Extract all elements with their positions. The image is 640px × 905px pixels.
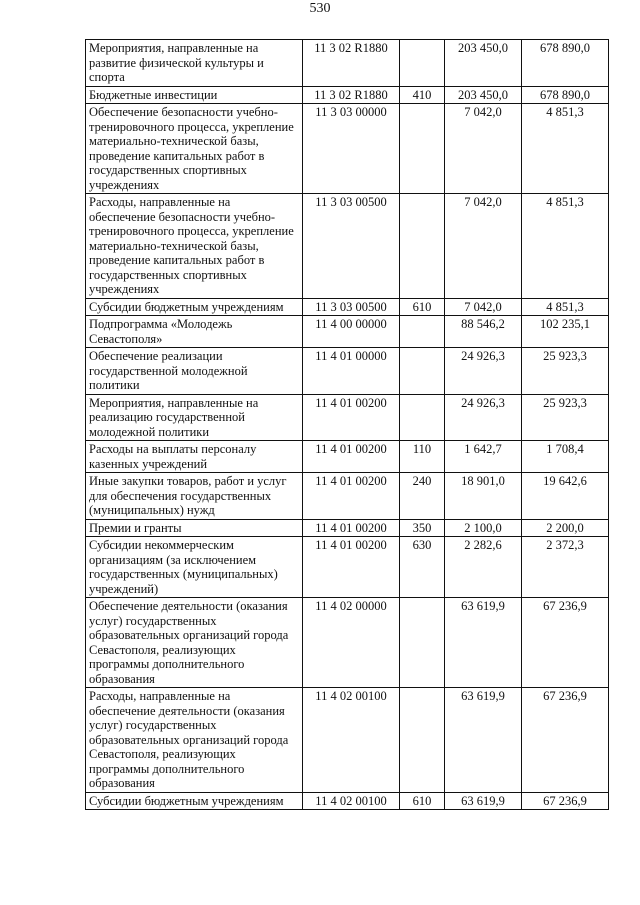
table-row: [86, 348, 609, 395]
row-code-cell: 11 3 03 00500: [303, 194, 400, 299]
table-row: [86, 688, 609, 793]
row-amount-year2-cell: 4 851,3: [522, 104, 609, 194]
row-name-cell: Субсидии бюджетным учреждениям: [86, 792, 303, 810]
row-code-cell: 11 4 02 00100: [303, 688, 400, 793]
row-type-cell: 610: [400, 298, 445, 316]
row-name-cell: Премии и гранты: [86, 519, 303, 537]
row-amount-year2-cell: 4 851,3: [522, 298, 609, 316]
row-type-cell: 630: [400, 537, 445, 598]
row-amount-year1-cell: 63 619,9: [445, 792, 522, 810]
row-type-cell: [400, 348, 445, 395]
row-type-cell: [400, 688, 445, 793]
page-number: 530: [309, 1, 331, 16]
table-row: [86, 598, 609, 688]
row-amount-year1-cell: 18 901,0: [445, 473, 522, 520]
row-amount-year2-cell: 67 236,9: [522, 688, 609, 793]
budget-table-body: [86, 40, 609, 810]
row-type-cell: [400, 394, 445, 441]
row-name-cell: Мероприятия, направленные на развитие физической культуры и спорта: [86, 40, 303, 87]
row-code-cell: 11 4 02 00100: [303, 792, 400, 810]
row-type-cell: [400, 104, 445, 194]
table-row: [86, 394, 609, 441]
row-amount-year2-cell: 4 851,3: [522, 194, 609, 299]
row-amount-year2-cell: 19 642,6: [522, 473, 609, 520]
row-amount-year1-cell: 203 450,0: [445, 40, 522, 87]
row-type-cell: [400, 194, 445, 299]
budget-table: [85, 39, 609, 810]
table-row: [86, 194, 609, 299]
row-amount-year1-cell: 7 042,0: [445, 298, 522, 316]
table-row: [86, 316, 609, 348]
table-row: [86, 792, 609, 810]
row-amount-year2-cell: 1 708,4: [522, 441, 609, 473]
row-amount-year1-cell: 2 100,0: [445, 519, 522, 537]
row-code-cell: 11 4 01 00200: [303, 441, 400, 473]
row-code-cell: 11 4 00 00000: [303, 316, 400, 348]
row-amount-year1-cell: 63 619,9: [445, 598, 522, 688]
row-type-cell: 240: [400, 473, 445, 520]
row-amount-year1-cell: 7 042,0: [445, 194, 522, 299]
row-amount-year1-cell: 24 926,3: [445, 394, 522, 441]
row-name-cell: Обеспечение реализации государственной молодежной политики: [86, 348, 303, 395]
row-name-cell: Мероприятия, направленные на реализацию государственной молодежной политики: [86, 394, 303, 441]
row-name-cell: Обеспечение деятельности (оказания услуг) государственных образовательных организаций города Севастополя, реализующих программы дополнительного образования: [86, 598, 303, 688]
row-amount-year1-cell: 2 282,6: [445, 537, 522, 598]
row-code-cell: 11 4 01 00200: [303, 394, 400, 441]
row-code-cell: 11 3 03 00500: [303, 298, 400, 316]
row-type-cell: [400, 598, 445, 688]
row-code-cell: 11 4 01 00200: [303, 537, 400, 598]
row-code-cell: 11 4 01 00200: [303, 519, 400, 537]
row-amount-year2-cell: 678 890,0: [522, 86, 609, 104]
row-code-cell: 11 3 03 00000: [303, 104, 400, 194]
row-amount-year1-cell: 203 450,0: [445, 86, 522, 104]
row-name-cell: Субсидии бюджетным учреждениям: [86, 298, 303, 316]
row-code-cell: 11 4 01 00200: [303, 473, 400, 520]
row-type-cell: 350: [400, 519, 445, 537]
table-row: [86, 519, 609, 537]
row-type-cell: 110: [400, 441, 445, 473]
row-name-cell: Бюджетные инвестиции: [86, 86, 303, 104]
row-amount-year2-cell: 25 923,3: [522, 394, 609, 441]
table-row: [86, 298, 609, 316]
row-type-cell: 610: [400, 792, 445, 810]
row-amount-year2-cell: 2 200,0: [522, 519, 609, 537]
row-code-cell: 11 4 02 00000: [303, 598, 400, 688]
row-amount-year1-cell: 63 619,9: [445, 688, 522, 793]
row-name-cell: Расходы, направленные на обеспечение деятельности (оказания услуг) государственных образовательных организаций города Севастополя, реализующих программы дополнительного образования: [86, 688, 303, 793]
table-row: [86, 40, 609, 87]
row-name-cell: Субсидии некоммерческим организациям (за исключением государственных (муниципальных) учреждений): [86, 537, 303, 598]
row-amount-year2-cell: 67 236,9: [522, 598, 609, 688]
table-row: [86, 104, 609, 194]
row-amount-year2-cell: 102 235,1: [522, 316, 609, 348]
row-amount-year1-cell: 1 642,7: [445, 441, 522, 473]
row-amount-year1-cell: 7 042,0: [445, 104, 522, 194]
row-code-cell: 11 3 02 R1880: [303, 86, 400, 104]
row-code-cell: 11 3 02 R1880: [303, 40, 400, 87]
row-amount-year2-cell: 2 372,3: [522, 537, 609, 598]
row-type-cell: [400, 316, 445, 348]
table-row: [86, 441, 609, 473]
row-code-cell: 11 4 01 00000: [303, 348, 400, 395]
row-name-cell: Подпрограмма «Молодежь Севастополя»: [86, 316, 303, 348]
row-amount-year1-cell: 24 926,3: [445, 348, 522, 395]
row-amount-year2-cell: 67 236,9: [522, 792, 609, 810]
row-type-cell: 410: [400, 86, 445, 104]
table-row: [86, 537, 609, 598]
row-name-cell: Обеспечение безопасности учебно-тренировочного процесса, укрепление материально-технической базы, проведение капитальных работ в государственных спортивных учреждениях: [86, 104, 303, 194]
row-amount-year2-cell: 25 923,3: [522, 348, 609, 395]
row-name-cell: Расходы, направленные на обеспечение безопасности учебно-тренировочного процесса, укрепление материально-технической базы, проведение капитальных работ в государственных спортивных учреждениях: [86, 194, 303, 299]
row-amount-year1-cell: 88 546,2: [445, 316, 522, 348]
row-name-cell: Расходы на выплаты персоналу казенных учреждений: [86, 441, 303, 473]
table-row: [86, 473, 609, 520]
row-type-cell: [400, 40, 445, 87]
row-name-cell: Иные закупки товаров, работ и услуг для обеспечения государственных (муниципальных) нужд: [86, 473, 303, 520]
table-row: [86, 86, 609, 104]
row-amount-year2-cell: 678 890,0: [522, 40, 609, 87]
